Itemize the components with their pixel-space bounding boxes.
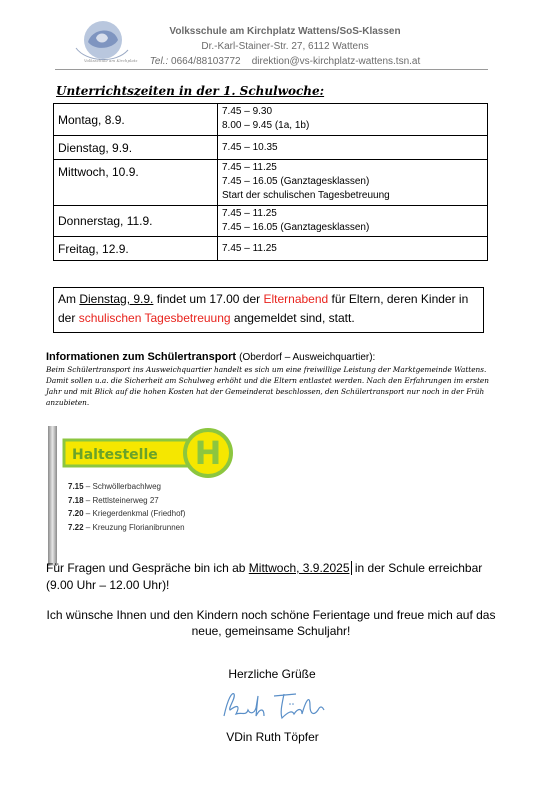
time-line: 7.45 – 11.25 bbox=[222, 162, 277, 173]
list-item: 7.18 – Rettlsteinerweg 27 bbox=[68, 495, 159, 505]
greeting: Herzliche Grüße bbox=[228, 667, 316, 681]
notice-text: Am bbox=[58, 292, 80, 306]
time-line: 7.45 – 16.05 (Ganztagesklassen) bbox=[222, 222, 370, 233]
day-cell: Freitag, 12.9. bbox=[54, 237, 218, 261]
phone-label: Tel.: bbox=[149, 56, 169, 67]
stop-name: Kriegerdenkmal (Friedhof) bbox=[92, 509, 186, 518]
transport-text: Beim Schülertransport ins Ausweichquartier handelt es sich um eine freiwillige Leistung der Marktgemeinde Wattens. Damit sollen u.a. die Sicherheit am Schulweg erhöht und die Eltern entlastet werden. Nach den Erfahrungen im ersten Jahr und mit Blick auf die hohen Kosten hat der Gemeinderat beschlossen, den Schülertransport nur noch in der Früh anzubieten. bbox=[46, 365, 489, 407]
contact-text: Für Fragen und Gespräche bin ich ab bbox=[46, 561, 249, 575]
stop-time: 7.20 bbox=[68, 509, 84, 518]
time-line: Start der schulischen Tagesbetreuung bbox=[222, 190, 390, 201]
times-cell bbox=[218, 160, 488, 206]
contact-text: in der Schule erreichbar (9.00 Uhr – 12.00 Uhr)! bbox=[46, 561, 483, 592]
school-address: Dr.-Karl-Stainer-Str. 27, 6112 Wattens bbox=[201, 41, 369, 52]
times-cell bbox=[218, 237, 488, 261]
contact-date: Mittwoch, 3.9.2025 bbox=[248, 561, 350, 575]
signer-name: VDin Ruth Töpfer bbox=[226, 730, 319, 744]
stop-time: 7.22 bbox=[68, 522, 84, 532]
time-line: 7.45 – 11.25 bbox=[222, 242, 277, 254]
list-item: 7.22 – Kreuzung Florianibrunnen bbox=[68, 522, 185, 532]
table-row bbox=[54, 237, 488, 261]
notice-event: Elternabend bbox=[263, 292, 329, 306]
day-cell: Dienstag, 9.9. bbox=[54, 136, 218, 160]
email-address: direktion@vs-kirchplatz-wattens.tsn.at bbox=[251, 56, 421, 67]
time-line: 7.45 – 9.30 bbox=[222, 106, 273, 117]
school-name: Volksschule am Kirchplatz Wattens/SoS-Klassen bbox=[169, 26, 401, 37]
notice-text: für Eltern, deren Kinder in der bbox=[58, 292, 469, 325]
table-row bbox=[54, 136, 488, 160]
school-logo bbox=[70, 18, 138, 64]
list-item: 7.20 – Kriegerdenkmal (Friedhof) bbox=[68, 509, 186, 518]
transport-heading bbox=[46, 351, 375, 363]
table-row bbox=[54, 104, 488, 136]
time-line: 7.45 – 11.25 bbox=[222, 208, 277, 219]
table-row bbox=[54, 206, 488, 237]
stop-name: Kreuzung Florianibrunnen bbox=[92, 522, 185, 532]
stop-list bbox=[68, 480, 185, 534]
schedule-title: Unterrichtszeiten in der 1. Schulwoche: bbox=[56, 84, 325, 98]
time-line: 8.00 – 9.45 (1a, 1b) bbox=[222, 120, 310, 131]
time-line: 7.45 – 16.05 (Ganztagesklassen) bbox=[222, 176, 370, 187]
day-cell: Montag, 8.9. bbox=[54, 104, 218, 136]
closing-wish: Ich wünsche Ihnen und den Kindern noch schöne Ferientage und freue mich auf das neue, gemeinsame Schuljahr! bbox=[46, 608, 496, 638]
time-line: 7.45 – 10.35 bbox=[222, 141, 278, 153]
times-cell bbox=[218, 136, 488, 160]
school-contact bbox=[135, 56, 435, 67]
day-cell: Mittwoch, 10.9. bbox=[54, 160, 218, 206]
table-row bbox=[54, 160, 488, 206]
stop-name: Rettlsteinerweg 27 bbox=[92, 495, 159, 505]
svg-text:Volksschule am Kirchplatz: Volksschule am Kirchplatz bbox=[84, 58, 138, 63]
header-divider bbox=[55, 69, 488, 70]
day-cell: Donnerstag, 11.9. bbox=[54, 206, 218, 237]
phone-number: 0664/88103772 bbox=[171, 56, 241, 67]
notice-care: schulischen Tagesbetreuung bbox=[78, 311, 231, 325]
sign-letter: H bbox=[194, 434, 222, 472]
notice-text: findet um 17.00 der bbox=[153, 292, 264, 306]
schedule-table bbox=[53, 103, 488, 261]
times-cell bbox=[218, 104, 488, 136]
stop-time: 7.18 bbox=[68, 495, 84, 505]
stop-time: 7.15 bbox=[68, 482, 84, 491]
contact-paragraph bbox=[46, 560, 496, 594]
sign-label: Haltestelle bbox=[72, 447, 158, 463]
parents-evening-notice bbox=[53, 287, 484, 333]
handwritten-signature bbox=[218, 686, 328, 726]
notice-date: Dienstag, 9.9. bbox=[79, 292, 154, 306]
transport-subtitle: (Oberdorf – Ausweichquartier): bbox=[239, 352, 376, 363]
notice-text: angemeldet sind, statt. bbox=[230, 311, 355, 325]
stop-name: Schwöllerbachlweg bbox=[92, 482, 161, 491]
list-item: 7.15 – Schwöllerbachlweg bbox=[68, 482, 161, 491]
times-cell bbox=[218, 206, 488, 237]
transport-title: Informationen zum Schülertransport bbox=[46, 351, 237, 363]
